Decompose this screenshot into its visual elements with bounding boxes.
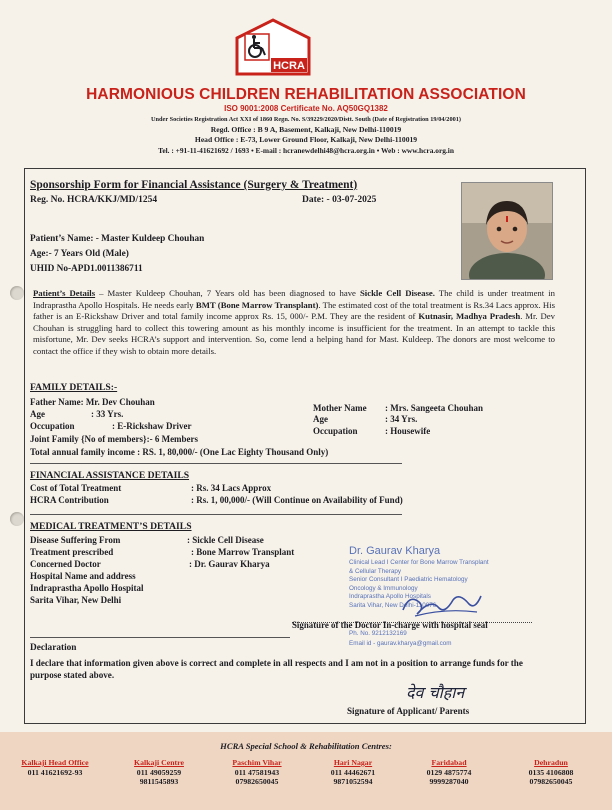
doctor-value: : Dr. Gaurav Kharya	[189, 559, 270, 569]
divider	[30, 637, 290, 638]
hospital-address: Sarita Vihar, New Delhi	[30, 595, 122, 605]
form-title: Sponsorship Form for Financial Assistance (Surgery & Treatment)	[30, 179, 358, 191]
mother-name-label: Mother Name	[313, 403, 367, 413]
mother-occupation-label: Occupation	[313, 426, 358, 436]
hospital-name: Indraprastha Apollo Hospital	[30, 583, 144, 593]
contact-line: Tel. : +91-11-41621692 / 1693 • E-mail : hcranewdelhi48@hcra.org.in • Web : www.hcra.org.in	[158, 146, 454, 155]
reg-number: Reg. No. HCRA/KKJ/MD/1254	[30, 195, 158, 205]
centre-dehradun: Dehradun 0135 4106808 07982650045	[528, 758, 574, 787]
patient-uhid: UHID No-APD1.0011386711	[30, 264, 143, 274]
contribution-value: : Rs. 1, 00,000/- (Will Continue on Availability of Fund)	[191, 495, 403, 505]
centre-kalkaji-head: Kalkaji Head Office 011 41621692-93	[21, 758, 89, 777]
patient-name: Patient’s Name: - Master Kuldeep Chouhan	[30, 234, 205, 244]
doctor-signature-label: Signature of the Doctor In-charge with hospital seal	[292, 620, 488, 630]
father-name: Father Name: Mr. Dev Chouhan	[30, 397, 155, 407]
medical-heading: MEDICAL TREATMENT’S DETAILS	[30, 521, 192, 532]
joint-family: Joint Family {No of members}:- 6 Members	[30, 434, 199, 444]
head-office: Head Office : E-73, Lower Ground Floor, Kalkaji, New Delhi-110019	[194, 135, 418, 144]
hospital-label: Hospital Name and address	[30, 571, 136, 581]
org-name: HARMONIOUS CHILDREN REHABILITATION ASSOCIATION	[86, 86, 526, 103]
father-age-label: Age	[30, 409, 45, 419]
disease-value: : Sickle Cell Disease	[187, 535, 264, 545]
contribution-label: HCRA Contribution	[30, 495, 109, 505]
punch-hole	[10, 286, 24, 300]
declaration-text: I declare that information given above is correct and complete in all respects and I am not in a position to arrange funds for the purpose stated above.	[30, 658, 523, 680]
treatment-label: Treatment prescribed	[30, 547, 114, 557]
applicant-signature-label: Signature of Applicant/ Parents	[347, 706, 470, 716]
applicant-signature: देव चौहान	[406, 683, 465, 702]
patient-details-paragraph: Patient’s Details – Master Kuldeep Chouhan, 7 Years old has been diagnosed to have Sickle Cell Disease. The child is under treatment in Indraprastha Apollo Hospitals. He needs early BMT (Bone Marrow Transplant). The estimated cost of the total treatment is Rs.34 Lacs approx. His father is an E-Rickshaw Driver and total family income approx Rs. 15, 000/- P.M. They are the resident of Kutnasir, Madhya Pradesh. Mr. Dev Chouhan is struggling hard to collect this towering amount as his monthly income is insufficient for the treatment. In an attempt to tackle this misfortune, Mr. Dev seeks HCRA’s support and intervention. So, come lend a helping hand for Mast. Kuldeep. The donors are most welcome to contact the office if they wish to obtain more details.	[33, 288, 555, 356]
father-age: : 33 Yrs.	[91, 409, 124, 419]
centre-hari-nagar: Hari Nagar 011 44462671 9871052594	[330, 758, 376, 787]
logo-text: HCRA	[273, 60, 305, 72]
mother-occupation: : Housewife	[385, 426, 431, 436]
form-date: Date: - 03-07-2025	[302, 195, 377, 205]
divider	[30, 463, 402, 464]
divider	[30, 514, 402, 515]
centre-faridabad: Faridabad 0129 4875774 9999287040	[426, 758, 472, 787]
registration-line: Under Societies Registration Act XXI of 1860 Regn. No. S/39229/2020/Distt. South (Date of Registration 19/04/2001)	[151, 116, 461, 123]
child-photo	[461, 182, 553, 280]
mother-age: : 34 Yrs.	[385, 414, 418, 424]
centre-kalkaji: Kalkaji Centre 011 49059259 9811545893	[134, 758, 184, 787]
punch-hole	[10, 512, 24, 526]
mother-age-label: Age	[313, 414, 328, 424]
cost-label: Cost of Total Treatment	[30, 483, 122, 493]
father-occupation-label: Occupation	[30, 421, 75, 431]
patient-age: Age:- 7 Years Old (Male)	[30, 249, 129, 259]
footer-title: HCRA Special School & Rehabilitation Centres:	[220, 741, 392, 751]
declaration-heading: Declaration	[30, 643, 77, 653]
doctor-signature	[395, 588, 485, 622]
hcra-logo	[235, 18, 311, 76]
doctor-stamp: Dr. Gaurav Kharya Clinical Lead I Center for Bone Marrow Transplant & Cellular Therapy Senior Consultant I Paediatric Hematology Oncology & Immunology Indraprastha Apollo Hospitals Sarita Vihar, New Delhi-110076	[349, 545, 489, 609]
stamp-phone: Ph. No. 9212132169	[349, 630, 407, 637]
financial-heading: FINANCIAL ASSISTANCE DETAILS	[30, 470, 190, 481]
father-occupation: : E-Rickshaw Driver	[112, 421, 192, 431]
family-heading: FAMILY DETAILS:-	[30, 382, 118, 393]
centre-paschim-vihar: Paschim Vihar 011 47581943 07982650045	[232, 758, 282, 787]
stamp-email: Email id - gaurav.kharya@gmail.com	[349, 640, 452, 647]
treatment-value: : Bone Marrow Transplant	[191, 547, 295, 557]
iso-certificate: ISO 9001:2008 Certificate No. AQ50GQ1382	[224, 104, 388, 113]
regd-office: Regd. Office : B 9 A, Basement, Kalkaji, New Delhi-110019	[210, 125, 402, 134]
cost-value: : Rs. 34 Lacs Approx	[191, 483, 272, 493]
mother-name: : Mrs. Sangeeta Chouhan	[385, 403, 484, 413]
doctor-label: Concerned Doctor	[30, 559, 101, 569]
disease-label: Disease Suffering From	[30, 535, 121, 545]
annual-income: Total annual family income : RS. 1, 80,000/- (One Lac Eighty Thousand Only)	[30, 447, 329, 457]
